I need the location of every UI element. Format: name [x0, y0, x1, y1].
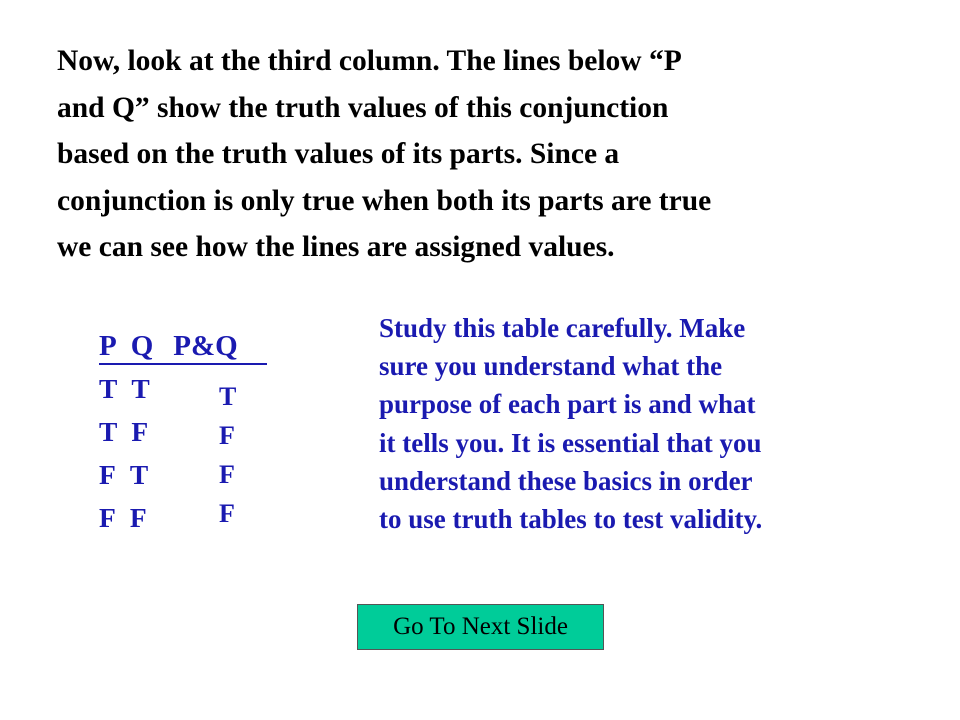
- study-line: Study this table carefully. Make: [379, 313, 746, 343]
- cell-p: F: [99, 459, 116, 490]
- truth-table-header: [99, 329, 238, 363]
- truth-table-row: [99, 453, 150, 496]
- truth-table-header-underline: [99, 363, 267, 365]
- cell-q: T: [131, 373, 150, 404]
- study-line: it tells you. It is essential that you: [379, 427, 762, 458]
- truth-table-row: [99, 496, 150, 539]
- truth-table-row: [99, 367, 150, 410]
- cell-p: T: [99, 416, 118, 447]
- cell-p: T: [99, 373, 118, 404]
- cell-p-and-q: F: [219, 460, 235, 489]
- cell-p-and-q: T: [219, 382, 237, 411]
- header-p-and-q: P&Q: [173, 330, 238, 362]
- go-to-next-slide-button[interactable]: Go To Next Slide: [357, 604, 604, 650]
- intro-line: based on the truth values of its parts. Since a: [57, 138, 620, 170]
- header-p: P: [99, 330, 117, 362]
- cell-q: F: [129, 502, 147, 533]
- cell-q: T: [129, 459, 149, 490]
- study-line: sure you understand what the: [379, 351, 723, 382]
- intro-line: conjunction is only true when both its parts are true: [57, 184, 712, 217]
- study-line: understand these basics in order: [379, 465, 753, 496]
- cell-p: F: [99, 502, 116, 533]
- truth-table-result-column: [219, 377, 236, 533]
- study-paragraph: [379, 309, 939, 538]
- intro-line: we can see how the lines are assigned values.: [57, 231, 615, 263]
- study-line: to use truth tables to test validity.: [379, 504, 763, 535]
- study-line: purpose of each part is and what: [379, 389, 756, 420]
- intro-paragraph: [57, 38, 937, 271]
- header-q: Q: [130, 330, 154, 362]
- truth-table-input-rows: [99, 367, 150, 539]
- cell-p-and-q: F: [219, 421, 235, 450]
- truth-table-row: [99, 410, 150, 453]
- intro-line: and Q” show the truth values of this conjunction: [57, 91, 669, 124]
- cell-q: F: [131, 416, 149, 447]
- intro-line: Now, look at the third column. The lines below “P: [57, 45, 682, 77]
- cell-p-and-q: F: [219, 499, 235, 528]
